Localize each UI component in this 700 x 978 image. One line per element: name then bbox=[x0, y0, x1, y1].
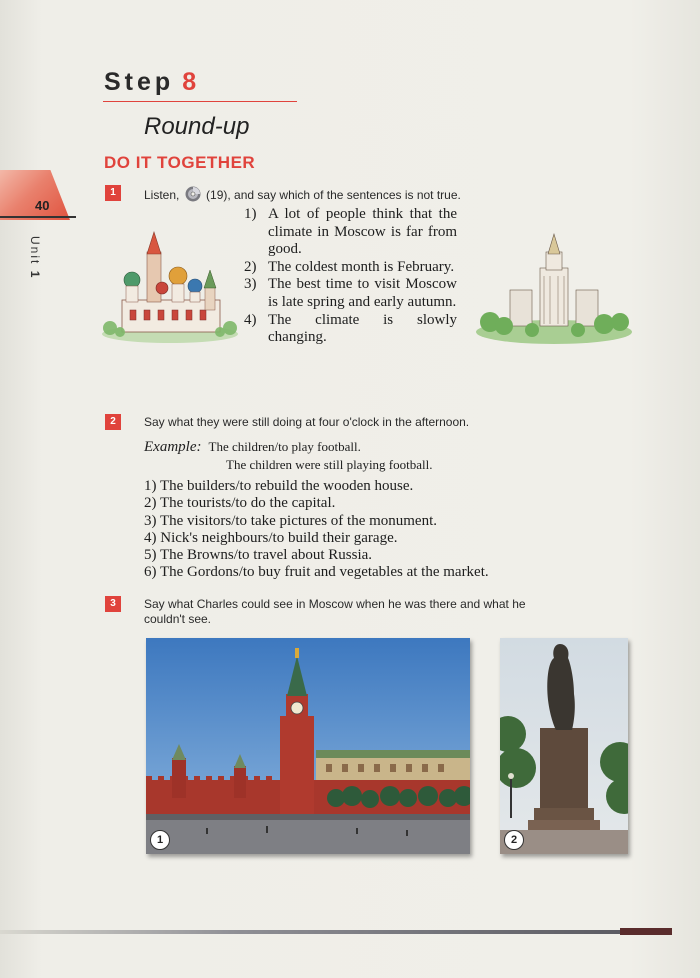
section-heading: DO IT TOGETHER bbox=[104, 153, 256, 172]
pushkin-monument-photo bbox=[500, 638, 628, 854]
kremlin-scene bbox=[146, 638, 470, 854]
page-bottom-bar bbox=[0, 930, 672, 934]
page-number: 40 bbox=[35, 198, 50, 213]
list-item: 5) The Browns/to travel about Russia. bbox=[144, 547, 373, 564]
exercise-2-list bbox=[144, 478, 489, 582]
list-item: 2) The tourists/to do the capital. bbox=[144, 495, 336, 512]
kremlin-photo bbox=[146, 638, 470, 854]
list-item: 4) The climate is slowly changing. bbox=[244, 311, 457, 346]
step-title: Step 8 bbox=[104, 68, 197, 96]
page-subtitle: Round-up bbox=[144, 113, 250, 140]
unit-label: Unit 1 bbox=[28, 236, 42, 280]
title-divider bbox=[103, 101, 297, 102]
list-item: 1) A lot of people think that the climate in Moscow is far from good. bbox=[244, 206, 457, 258]
list-item: 2) The coldest month is February. bbox=[244, 258, 455, 275]
photo-2-badge: 2 bbox=[504, 830, 524, 850]
exercise-2-example: Example: The children/to play football. The children were still playing football. bbox=[144, 439, 433, 472]
exercise-3-instruction: Say what Charles could see in Moscow when he was there and what he couldn't see. bbox=[144, 597, 526, 626]
page-tab-underline bbox=[0, 216, 76, 218]
list-item: 4) Nick's neighbours/to build their garage. bbox=[144, 529, 398, 546]
exercise-1-sentences bbox=[244, 206, 457, 347]
list-item: 3) The visitors/to take pictures of the monument. bbox=[144, 512, 438, 529]
list-item: 1) The builders/to rebuild the wooden house. bbox=[144, 478, 414, 494]
list-item: 6) The Gordons/to buy fruit and vegetables at the market. bbox=[144, 564, 489, 581]
list-item: 3) The best time to visit Moscow is late spring and early autumn. bbox=[244, 276, 457, 310]
step-number: 8 bbox=[182, 68, 197, 96]
photo-1-badge: 1 bbox=[150, 830, 170, 850]
st-basils-cathedral-illustration bbox=[100, 230, 238, 345]
exercise-3-number: 3 bbox=[105, 596, 121, 612]
exercise-2-number: 2 bbox=[105, 414, 121, 430]
audio-cd-icon bbox=[185, 186, 201, 202]
exercise-1-instruction: Listen, (19), and say which of the sentences is not true. bbox=[144, 188, 461, 202]
monument-scene bbox=[500, 638, 628, 854]
exercise-1-number: 1 bbox=[105, 185, 121, 201]
exercise-2-instruction: Say what they were still doing at four o'clock in the afternoon. bbox=[144, 415, 470, 429]
moscow-university-illustration bbox=[474, 232, 634, 347]
page-bottom-accent bbox=[620, 928, 672, 935]
